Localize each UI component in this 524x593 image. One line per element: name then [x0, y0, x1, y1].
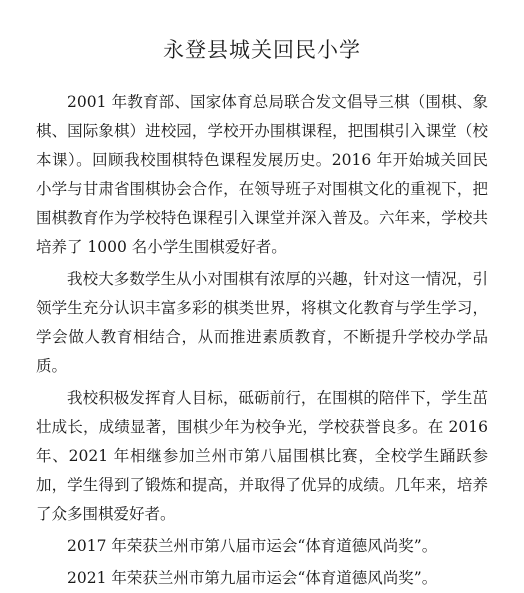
paragraph-history: 2001 年教育部、国家体育总局联合发文倡导三棋（围棋、象棋、国际象棋）进校园，学校开办围棋课程，把围棋引入课堂（校本课）。回顾我校围棋特色课程发展历史。2016 年开始城关回民小学与甘肃省围棋协会合作，在领导班子对围棋文化的重视下，把围棋教育作为学校特色课程引入课堂并深入普及。六年来，学校共培养了 1000 名小学生围棋爱好者。: [36, 93, 488, 256]
document-title: 永登县城关回民小学: [163, 38, 361, 62]
paragraph-achievements: 我校积极发挥育人目标，砥砺前行，在围棋的陪伴下，学生茁壮成长，成绩显著，围棋少年为校争光，学校获誉良多。在 2016 年、2021 年相继参加兰州市第八届围棋比赛，全校学生踊跃参加，学生得到了锻炼和提高，并取得了优异的成绩。几年来，培养了众多围棋爱好者。: [36, 389, 488, 523]
paragraph-interest: 我校大多数学生从小对围棋有浓厚的兴趣，针对这一情况，引领学生充分认识丰富多彩的棋类世界，将棋文化教育与学生学习，学会做人教育相结合，从而推进素质教育，不断提升学校办学品质。: [36, 270, 488, 375]
document-body: [36, 88, 488, 593]
paragraph-award-2021: 2021 年荣获兰州市第九届市运会“体育道德风尚奖”。: [67, 569, 438, 587]
paragraph-award-2017: 2017 年荣获兰州市第八届市运会“体育道德风尚奖”。: [67, 537, 438, 555]
